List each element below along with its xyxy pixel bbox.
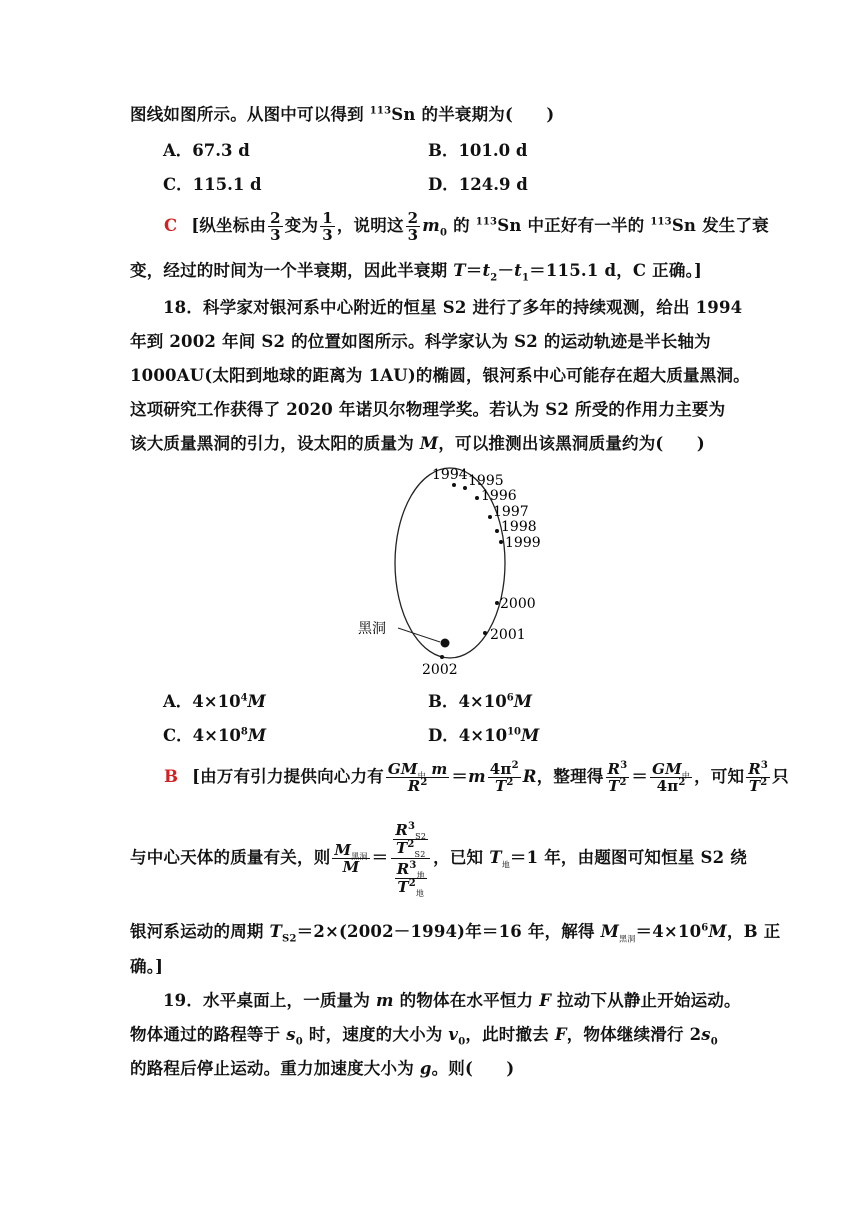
q18-option-b: B．$4\times 10^6M$ xyxy=(428,692,532,711)
q17-option-b: B．101.0 d xyxy=(428,141,528,160)
orbit-point-2002 xyxy=(440,655,444,659)
q17-option-a: A．67.3 d xyxy=(163,141,250,160)
q18-explanation-line-3: 银河系运动的周期 $T_{S2}=2\times(2002-1994)$年＝16 年，解得 $M_{黑洞}=4\times 10^6M$，B 正 xyxy=(130,922,781,945)
q17-stem-line: 图线如图所示。从图中可以得到 $^{113}$Sn 的半衰期为( ) xyxy=(130,105,555,124)
year-label-2001: 2001 xyxy=(490,627,526,643)
black-hole-label: 黑洞 xyxy=(358,621,386,637)
black-hole-pointer xyxy=(398,628,440,642)
orbit-point-1995 xyxy=(463,486,467,490)
q18-explanation-line-4: 确。] xyxy=(130,957,164,976)
s2-orbit-diagram xyxy=(340,460,580,680)
q17-explanation-line-2: 变，经过的时间为一个半衰期，因此半衰期 $T=t_2-t_1=115.1$ d，C 正确。] xyxy=(130,261,703,284)
black-hole xyxy=(441,639,450,648)
orbit-point-1997 xyxy=(488,515,492,519)
q17-answer: C xyxy=(164,216,178,235)
q18-answer: B xyxy=(164,767,179,786)
year-label-1994: 1994 xyxy=(432,467,468,483)
q18-stem-line-2: 年到 2002 年间 S2 的位置如图所示。科学家认为 S2 的运动轨迹是半长轴为 xyxy=(130,332,711,351)
year-label-1995: 1995 xyxy=(468,473,504,489)
q19-stem-line-3: 的路程后停止运动。重力加速度大小为 g。则( ) xyxy=(130,1059,515,1078)
q18-option-d: D．$4\times 10^{10}M$ xyxy=(428,726,540,745)
year-label-1998: 1998 xyxy=(501,519,537,535)
q17-explanation-line-1: C [纵坐标由 $\frac{2}{3}$ 变为 $\frac{1}{3}$ ，说明这 $\frac{2}{3}$ $m_0$ 的 $^{113}$Sn 中正好有一半的 $^{113}$Sn 发生了衰 xyxy=(164,208,769,244)
q18-explanation-line-2: 与中心天体的质量有关，则 $\frac{M_{黑洞}}{M}$ ＝ $\frac{R^3_{S2}}{T^2_{S2}}$ $\frac{R^3_地}{T^2_地}$ ，已知 $T_地=1$ 年，由题图可知恒星 S2 绕 xyxy=(130,821,747,898)
year-label-2002: 2002 xyxy=(422,662,458,678)
q17-option-c: C．115.1 d xyxy=(163,175,262,194)
q19-stem-line-1: 19．水平桌面上，一质量为 m 的物体在水平恒力 F 拉动下从静止开始运动。 xyxy=(163,991,741,1010)
q18-stem-line-5: 该大质量黑洞的引力，设太阳的质量为 M，可以推测出该黑洞质量约为( ) xyxy=(130,434,705,453)
year-label-1999: 1999 xyxy=(505,535,541,551)
orbit-point-1994 xyxy=(452,483,456,487)
q18-option-a: A．$4\times 10^4M$ xyxy=(163,692,266,711)
orbit-point-1996 xyxy=(475,496,479,500)
q18-option-c: C．$4\times 10^8M$ xyxy=(163,726,267,745)
ratio-fraction: $\frac{R^3_{S2}}{T^2_{S2}}$ $\frac{R^3_地}{T^2_地}$ xyxy=(391,822,430,895)
q18-stem-line-1: 18．科学家对银河系中心附近的恒星 S2 进行了多年的持续观测，给出 1994 xyxy=(163,298,743,317)
year-label-2000: 2000 xyxy=(500,596,536,612)
q19-stem-line-2: 物体通过的路程等于 $s_0$ 时，速度的大小为 $v_0$，此时撤去 F，物体继续滑行 $2s_0$ xyxy=(130,1025,718,1048)
q18-stem-line-3: 1000AU(太阳到地球的距离为 1AU)的椭圆，银河系中心可能存在超大质量黑洞。 xyxy=(130,366,750,385)
orbit-point-2000 xyxy=(495,601,499,605)
orbit-point-1998 xyxy=(495,529,499,533)
year-label-1996: 1996 xyxy=(481,488,517,504)
q18-stem-line-4: 这项研究工作获得了 2020 年诺贝尔物理学奖。若认为 S2 所受的作用力主要为 xyxy=(130,400,726,419)
year-label-1997: 1997 xyxy=(493,504,529,520)
orbit-point-1999 xyxy=(499,540,503,544)
q18-explanation-line-1: B [由万有引力提供向心力有 $\frac{GM_中 m}{R^2}$ ＝m $\frac{4\pi^2}{T^2}$ R，整理得 $\frac{R^3}{T^2}$ ＝ $\frac{GM_中}{4\pi^2}$ ，可知 $\frac{R^3}{T^2}$ 只 xyxy=(164,759,789,795)
q17-option-d: D．124.9 d xyxy=(428,175,528,194)
orbit-point-2001 xyxy=(483,631,487,635)
